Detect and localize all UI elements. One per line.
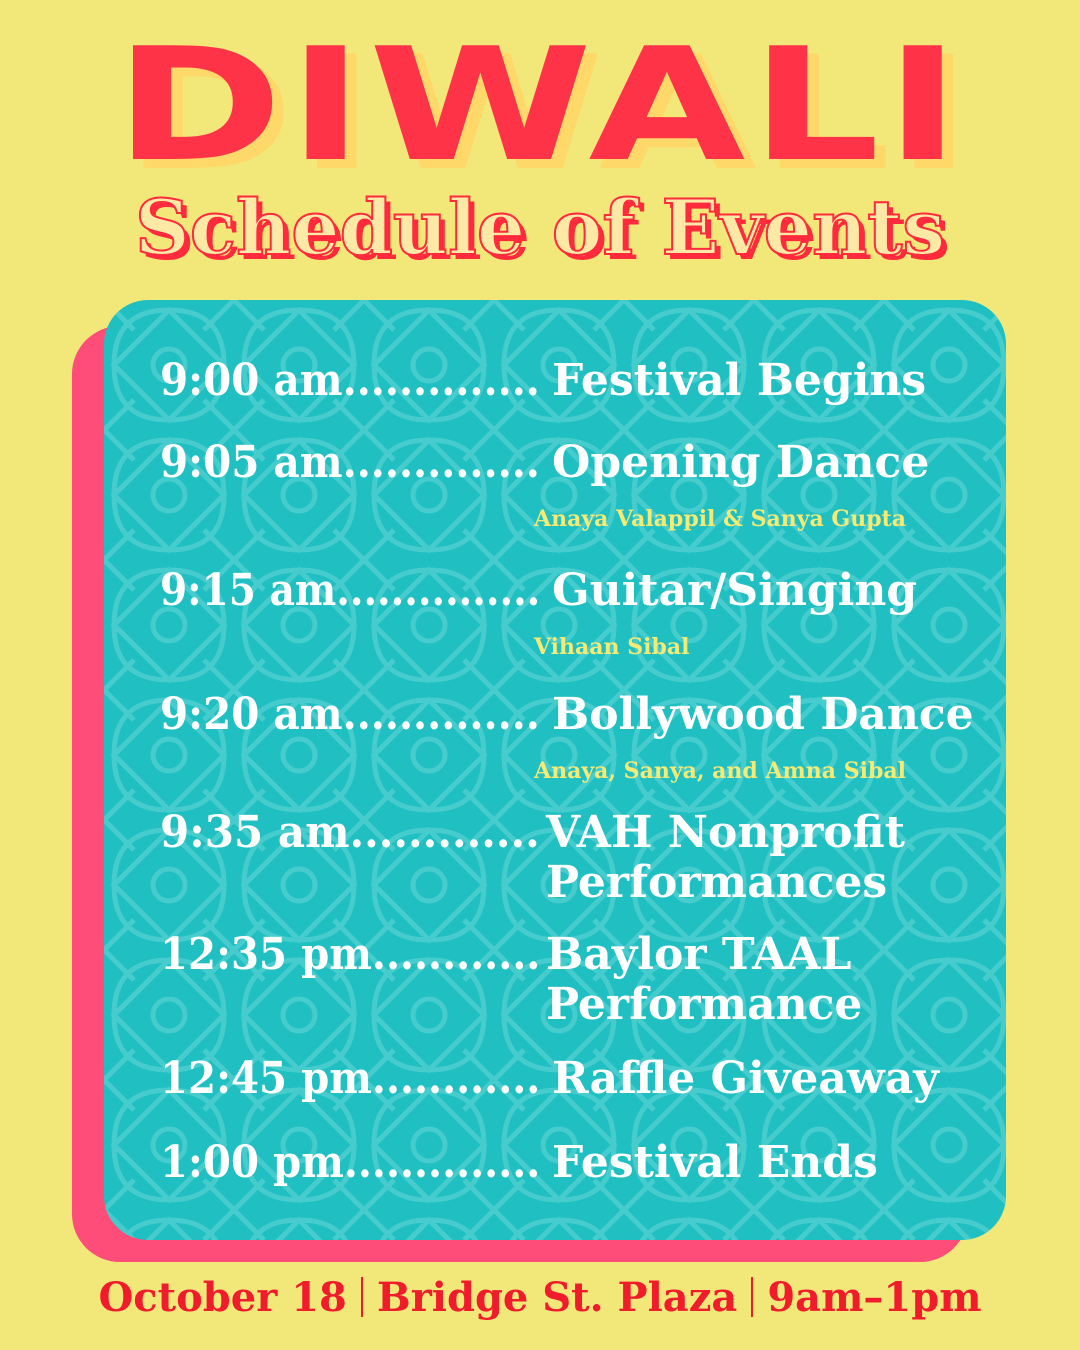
schedule-event: Festival Ends: [552, 1137, 878, 1188]
schedule-performers: Anaya, Sanya, and Amna Sibal: [534, 758, 906, 784]
event-hours: 9am–1pm: [767, 1274, 982, 1321]
schedule-time: 12:35 pm............: [160, 929, 541, 980]
schedule-time: 9:35 am.............: [160, 807, 540, 858]
schedule-time: 9:15 am...............: [160, 565, 541, 616]
schedule-event: Guitar/Singing: [552, 565, 918, 616]
schedule-performers: Anaya Valappil & Sanya Gupta: [534, 506, 907, 532]
schedule-event: Bollywood Dance: [552, 689, 974, 740]
footer-divider: [361, 1277, 363, 1317]
page-subtitle: Schedule of Events: [134, 183, 946, 272]
schedule-event: Festival Begins: [552, 355, 927, 406]
schedule-event: Raffle Giveaway: [552, 1053, 939, 1104]
schedule-card: [104, 300, 1006, 1240]
schedule-event: Opening Dance: [552, 437, 930, 488]
event-details-footer: [0, 1272, 1080, 1324]
schedule-time: 9:05 am..............: [160, 437, 540, 488]
schedule-event: VAH Nonprofit Performances: [546, 807, 905, 908]
schedule-performers: Vihaan Sibal: [534, 634, 690, 660]
event-date: October 18: [98, 1274, 347, 1321]
schedule-time: 9:00 am..............: [160, 355, 540, 406]
event-location: Bridge St. Plaza: [376, 1274, 738, 1321]
page-title: DIWALI: [114, 14, 966, 196]
schedule-time: 9:20 am..............: [160, 689, 540, 740]
footer-divider: [751, 1277, 753, 1317]
schedule-time: 1:00 pm..............: [160, 1137, 541, 1188]
schedule-event: Baylor TAAL Performance: [546, 929, 863, 1030]
schedule-time: 12:45 pm............: [160, 1053, 541, 1104]
